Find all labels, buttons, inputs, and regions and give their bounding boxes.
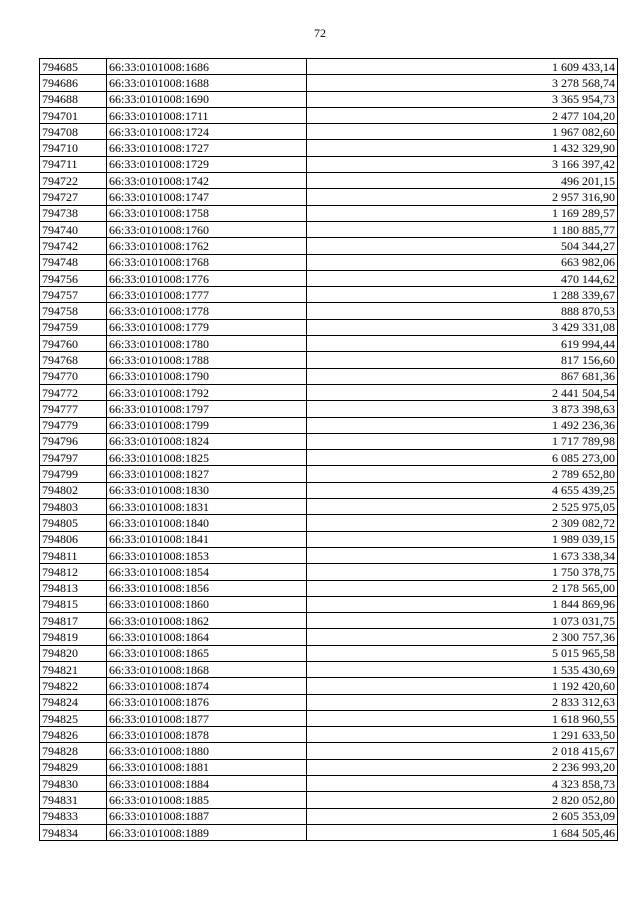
row-id-cell: 794770 [40, 368, 107, 384]
cadastral-number-cell: 66:33:0101008:1711 [107, 107, 307, 123]
table-row [40, 319, 618, 335]
table-row [40, 531, 618, 547]
row-id-cell: 794757 [40, 287, 107, 303]
cadastral-value-cell: 867 681,36 [307, 368, 618, 384]
cadastral-number-cell: 66:33:0101008:1868 [107, 661, 307, 677]
cadastral-value-cell: 2 957 316,90 [307, 189, 618, 205]
cadastral-number-cell: 66:33:0101008:1841 [107, 531, 307, 547]
table-row [40, 466, 618, 482]
row-id-cell: 794817 [40, 613, 107, 629]
row-id-cell: 794831 [40, 792, 107, 808]
cadastral-value-cell: 2 236 993,20 [307, 759, 618, 775]
row-id-cell: 794821 [40, 661, 107, 677]
table-row [40, 107, 618, 123]
table-row [40, 173, 618, 189]
cadastral-number-cell: 66:33:0101008:1768 [107, 254, 307, 270]
cadastral-value-cell: 2 789 652,80 [307, 466, 618, 482]
table-row [40, 645, 618, 661]
row-id-cell: 794686 [40, 75, 107, 91]
row-id-cell: 794701 [40, 107, 107, 123]
row-id-cell: 794711 [40, 156, 107, 172]
cadastral-number-cell: 66:33:0101008:1760 [107, 221, 307, 237]
cadastral-number-cell: 66:33:0101008:1889 [107, 824, 307, 840]
row-id-cell: 794806 [40, 531, 107, 547]
cadastral-value-cell: 2 833 312,63 [307, 694, 618, 710]
row-id-cell: 794822 [40, 678, 107, 694]
table-row [40, 727, 618, 743]
cadastral-number-cell: 66:33:0101008:1790 [107, 368, 307, 384]
cadastral-number-cell: 66:33:0101008:1780 [107, 336, 307, 352]
cadastral-number-cell: 66:33:0101008:1856 [107, 580, 307, 596]
table-body [40, 59, 618, 841]
table-row [40, 759, 618, 775]
row-id-cell: 794797 [40, 450, 107, 466]
cadastral-number-cell: 66:33:0101008:1864 [107, 629, 307, 645]
table-row [40, 287, 618, 303]
cadastral-value-cell: 2 605 353,09 [307, 808, 618, 824]
table-row [40, 303, 618, 319]
cadastral-value-cell: 504 344,27 [307, 238, 618, 254]
cadastral-value-cell: 2 309 082,72 [307, 515, 618, 531]
cadastral-value-cell: 2 477 104,20 [307, 107, 618, 123]
table-row [40, 59, 618, 75]
cadastral-value-cell: 1 169 289,57 [307, 205, 618, 221]
cadastral-value-cell: 4 655 439,25 [307, 482, 618, 498]
cadastral-number-cell: 66:33:0101008:1729 [107, 156, 307, 172]
row-id-cell: 794708 [40, 124, 107, 140]
cadastral-number-cell: 66:33:0101008:1747 [107, 189, 307, 205]
cadastral-number-cell: 66:33:0101008:1777 [107, 287, 307, 303]
cadastral-number-cell: 66:33:0101008:1887 [107, 808, 307, 824]
cadastral-value-cell: 1 618 960,55 [307, 710, 618, 726]
cadastral-value-cell: 1 432 329,90 [307, 140, 618, 156]
cadastral-value-cell: 1 535 430,69 [307, 661, 618, 677]
cadastral-number-cell: 66:33:0101008:1876 [107, 694, 307, 710]
row-id-cell: 794748 [40, 254, 107, 270]
cadastral-value-cell: 496 201,15 [307, 173, 618, 189]
cadastral-number-cell: 66:33:0101008:1824 [107, 433, 307, 449]
row-id-cell: 794760 [40, 336, 107, 352]
cadastral-number-cell: 66:33:0101008:1690 [107, 91, 307, 107]
table-row [40, 140, 618, 156]
table-row [40, 824, 618, 840]
cadastral-number-cell: 66:33:0101008:1799 [107, 417, 307, 433]
cadastral-value-cell: 1 492 236,36 [307, 417, 618, 433]
table-row [40, 710, 618, 726]
cadastral-value-cell: 663 982,06 [307, 254, 618, 270]
cadastral-number-cell: 66:33:0101008:1758 [107, 205, 307, 221]
cadastral-value-cell: 3 873 398,63 [307, 401, 618, 417]
cadastral-value-cell: 2 525 975,05 [307, 499, 618, 515]
table-row [40, 384, 618, 400]
cadastral-value-cell: 5 015 965,58 [307, 645, 618, 661]
row-id-cell: 794727 [40, 189, 107, 205]
row-id-cell: 794812 [40, 564, 107, 580]
cadastral-number-cell: 66:33:0101008:1778 [107, 303, 307, 319]
table-row [40, 613, 618, 629]
cadastral-number-cell: 66:33:0101008:1779 [107, 319, 307, 335]
cadastral-number-cell: 66:33:0101008:1874 [107, 678, 307, 694]
table-row [40, 629, 618, 645]
table-row [40, 401, 618, 417]
cadastral-value-cell: 1 717 789,98 [307, 433, 618, 449]
table-row [40, 75, 618, 91]
table-row [40, 808, 618, 824]
cadastral-value-cell: 6 085 273,00 [307, 450, 618, 466]
cadastral-number-cell: 66:33:0101008:1762 [107, 238, 307, 254]
cadastral-number-cell: 66:33:0101008:1881 [107, 759, 307, 775]
row-id-cell: 794799 [40, 466, 107, 482]
cadastral-value-cell: 470 144,62 [307, 270, 618, 286]
row-id-cell: 794834 [40, 824, 107, 840]
cadastral-value-cell: 1 073 031,75 [307, 613, 618, 629]
table-row [40, 205, 618, 221]
row-id-cell: 794819 [40, 629, 107, 645]
cadastral-number-cell: 66:33:0101008:1827 [107, 466, 307, 482]
row-id-cell: 794758 [40, 303, 107, 319]
cadastral-value-cell: 3 166 397,42 [307, 156, 618, 172]
cadastral-value-cell: 1 673 338,34 [307, 547, 618, 563]
row-id-cell: 794828 [40, 743, 107, 759]
row-id-cell: 794825 [40, 710, 107, 726]
row-id-cell: 794820 [40, 645, 107, 661]
row-id-cell: 794688 [40, 91, 107, 107]
row-id-cell: 794803 [40, 499, 107, 515]
cadastral-value-table [39, 58, 618, 841]
table-row [40, 221, 618, 237]
cadastral-number-cell: 66:33:0101008:1776 [107, 270, 307, 286]
row-id-cell: 794815 [40, 596, 107, 612]
table-row [40, 776, 618, 792]
table-row [40, 238, 618, 254]
table-row [40, 254, 618, 270]
table-row [40, 661, 618, 677]
cadastral-value-cell: 2 441 504,54 [307, 384, 618, 400]
table-row [40, 482, 618, 498]
cadastral-number-cell: 66:33:0101008:1878 [107, 727, 307, 743]
cadastral-value-cell: 1 967 082,60 [307, 124, 618, 140]
cadastral-number-cell: 66:33:0101008:1854 [107, 564, 307, 580]
cadastral-value-cell: 619 994,44 [307, 336, 618, 352]
cadastral-value-cell: 2 178 565,00 [307, 580, 618, 596]
cadastral-number-cell: 66:33:0101008:1860 [107, 596, 307, 612]
cadastral-number-cell: 66:33:0101008:1877 [107, 710, 307, 726]
cadastral-value-cell: 2 018 415,67 [307, 743, 618, 759]
table-row [40, 564, 618, 580]
table-row [40, 499, 618, 515]
row-id-cell: 794759 [40, 319, 107, 335]
table-row [40, 792, 618, 808]
page-number: 72 [314, 26, 326, 40]
row-id-cell: 794796 [40, 433, 107, 449]
cadastral-number-cell: 66:33:0101008:1840 [107, 515, 307, 531]
cadastral-value-cell: 1 989 039,15 [307, 531, 618, 547]
table-row [40, 270, 618, 286]
cadastral-number-cell: 66:33:0101008:1797 [107, 401, 307, 417]
row-id-cell: 794813 [40, 580, 107, 596]
row-id-cell: 794830 [40, 776, 107, 792]
cadastral-value-cell: 1 180 885,77 [307, 221, 618, 237]
table-row [40, 124, 618, 140]
row-id-cell: 794742 [40, 238, 107, 254]
cadastral-number-cell: 66:33:0101008:1853 [107, 547, 307, 563]
row-id-cell: 794740 [40, 221, 107, 237]
row-id-cell: 794811 [40, 547, 107, 563]
row-id-cell: 794710 [40, 140, 107, 156]
table-row [40, 433, 618, 449]
cadastral-number-cell: 66:33:0101008:1862 [107, 613, 307, 629]
row-id-cell: 794824 [40, 694, 107, 710]
cadastral-number-cell: 66:33:0101008:1830 [107, 482, 307, 498]
row-id-cell: 794722 [40, 173, 107, 189]
cadastral-value-cell: 3 278 568,74 [307, 75, 618, 91]
row-id-cell: 794738 [40, 205, 107, 221]
row-id-cell: 794768 [40, 352, 107, 368]
row-id-cell: 794805 [40, 515, 107, 531]
row-id-cell: 794685 [40, 59, 107, 75]
cadastral-value-cell: 888 870,53 [307, 303, 618, 319]
cadastral-number-cell: 66:33:0101008:1880 [107, 743, 307, 759]
table-row [40, 596, 618, 612]
cadastral-value-cell: 1 291 633,50 [307, 727, 618, 743]
cadastral-value-cell: 1 192 420,60 [307, 678, 618, 694]
row-id-cell: 794829 [40, 759, 107, 775]
table-row [40, 678, 618, 694]
cadastral-value-cell: 3 365 954,73 [307, 91, 618, 107]
row-id-cell: 794772 [40, 384, 107, 400]
table-row [40, 547, 618, 563]
table-row [40, 336, 618, 352]
cadastral-value-cell: 3 429 331,08 [307, 319, 618, 335]
cadastral-value-cell: 2 820 052,80 [307, 792, 618, 808]
cadastral-value-cell: 1 288 339,67 [307, 287, 618, 303]
row-id-cell: 794777 [40, 401, 107, 417]
cadastral-number-cell: 66:33:0101008:1825 [107, 450, 307, 466]
cadastral-number-cell: 66:33:0101008:1885 [107, 792, 307, 808]
cadastral-number-cell: 66:33:0101008:1724 [107, 124, 307, 140]
cadastral-number-cell: 66:33:0101008:1831 [107, 499, 307, 515]
table-row [40, 450, 618, 466]
cadastral-number-cell: 66:33:0101008:1865 [107, 645, 307, 661]
cadastral-value-cell: 1 684 505,46 [307, 824, 618, 840]
table-row [40, 743, 618, 759]
cadastral-number-cell: 66:33:0101008:1686 [107, 59, 307, 75]
row-id-cell: 794802 [40, 482, 107, 498]
cadastral-number-cell: 66:33:0101008:1884 [107, 776, 307, 792]
table-row [40, 189, 618, 205]
table-row [40, 352, 618, 368]
table-row [40, 515, 618, 531]
cadastral-value-cell: 1 609 433,14 [307, 59, 618, 75]
table-row [40, 694, 618, 710]
row-id-cell: 794756 [40, 270, 107, 286]
table-row [40, 417, 618, 433]
cadastral-number-cell: 66:33:0101008:1688 [107, 75, 307, 91]
row-id-cell: 794826 [40, 727, 107, 743]
cadastral-value-cell: 817 156,60 [307, 352, 618, 368]
cadastral-number-cell: 66:33:0101008:1727 [107, 140, 307, 156]
table-row [40, 91, 618, 107]
cadastral-number-cell: 66:33:0101008:1742 [107, 173, 307, 189]
table-row [40, 580, 618, 596]
cadastral-value-cell: 2 300 757,36 [307, 629, 618, 645]
cadastral-number-cell: 66:33:0101008:1792 [107, 384, 307, 400]
cadastral-value-cell: 1 844 869,96 [307, 596, 618, 612]
cadastral-number-cell: 66:33:0101008:1788 [107, 352, 307, 368]
table-row [40, 156, 618, 172]
row-id-cell: 794833 [40, 808, 107, 824]
cadastral-value-cell: 1 750 378,75 [307, 564, 618, 580]
cadastral-value-cell: 4 323 858,73 [307, 776, 618, 792]
row-id-cell: 794779 [40, 417, 107, 433]
table-row [40, 368, 618, 384]
